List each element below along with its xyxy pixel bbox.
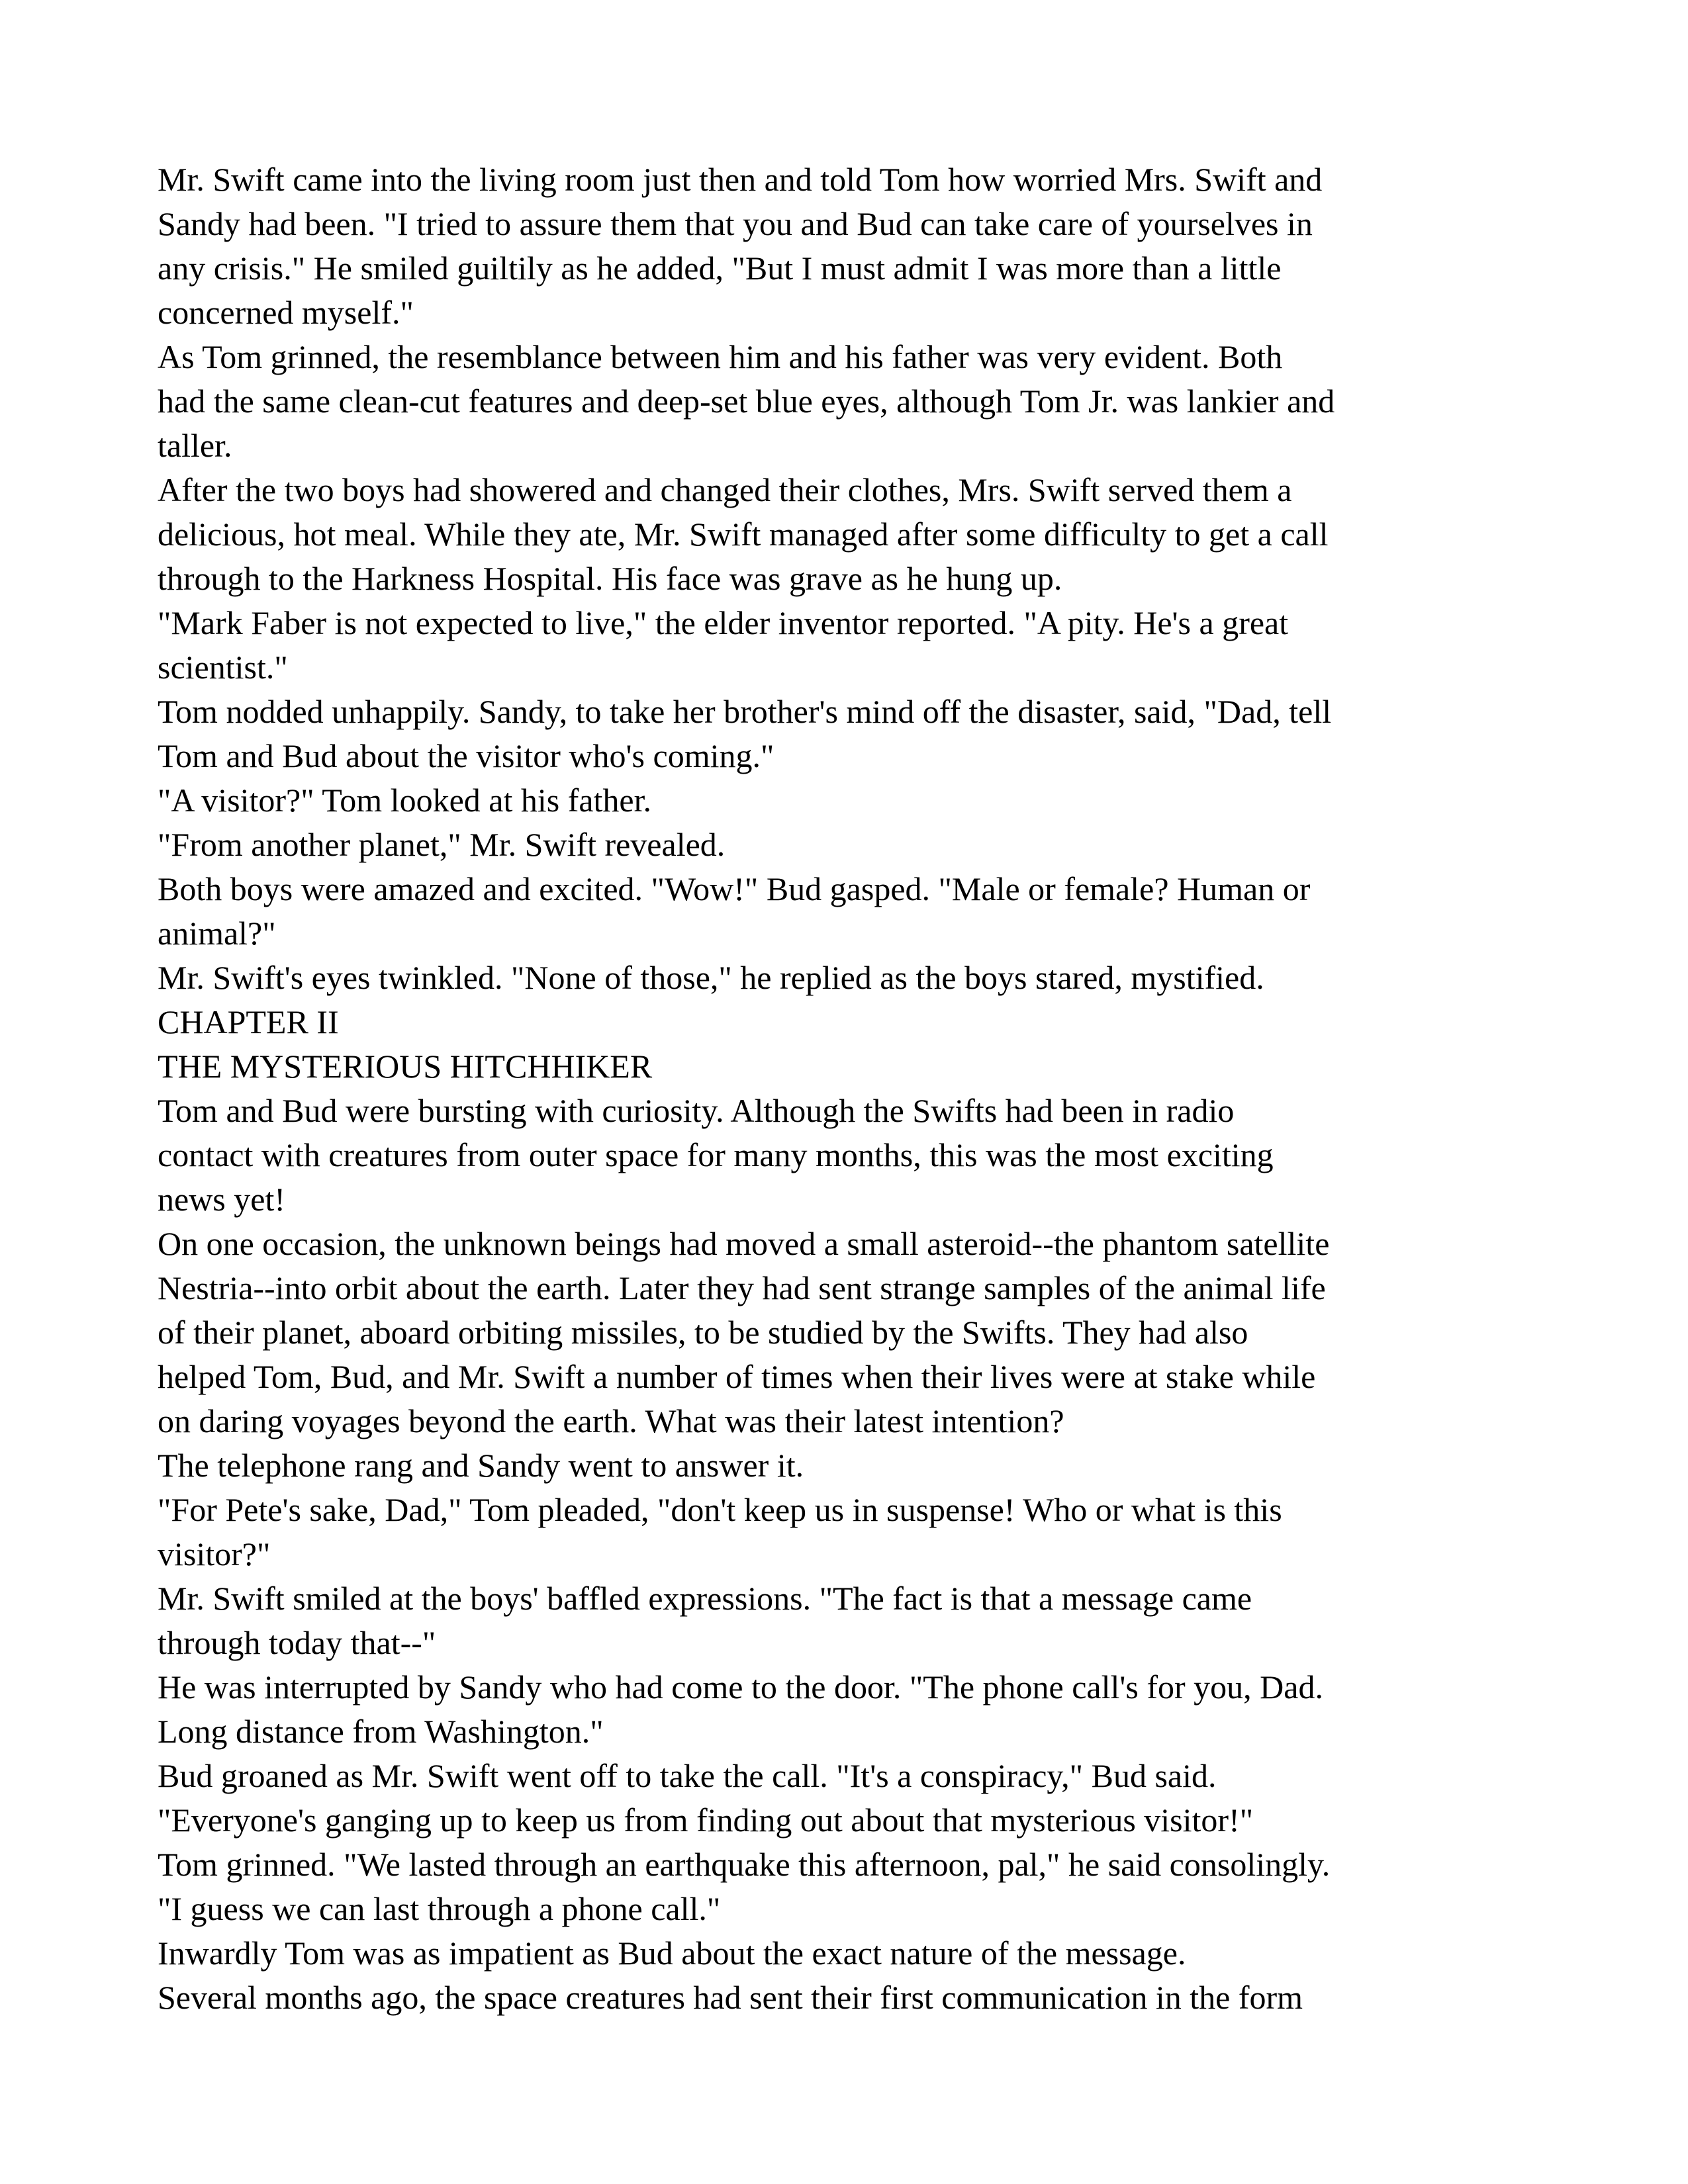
paragraph-1: Mr. Swift came into the living room just then and told Tom how worried Mrs. Swift and Sandy had been. "I tried to assure them that you and Bud can take care of yourselves in any crisis." He smiled guiltily as he added, "But I must admit I was more than a little concerned myself." [158, 161, 1323, 331]
paragraph-5: Tom nodded unhappily. Sandy, to take her brother's mind off the disaster, said, "Dad, tell Tom and Bud about the visitor who's coming." [158, 693, 1332, 774]
paragraph-7: "From another planet," Mr. Swift revealed. [158, 826, 726, 863]
paragraph-14: Mr. Swift smiled at the boys' baffled expressions. "The fact is that a message came through today that--" [158, 1580, 1252, 1661]
paragraph-15: He was interrupted by Sandy who had come to the door. "The phone call's for you, Dad. Long distance from Washington." [158, 1668, 1323, 1750]
paragraph-8: Both boys were amazed and excited. "Wow!" Bud gasped. "Male or female? Human or animal?" [158, 870, 1311, 952]
paragraph-4: "Mark Faber is not expected to live," the elder inventor reported. "A pity. He's a great scientist." [158, 604, 1289, 686]
paragraph-18: Inwardly Tom was as impatient as Bud about the exact nature of the message. [158, 1934, 1186, 1972]
paragraph-2: As Tom grinned, the resemblance between him and his father was very evident. Both had the same clean-cut features and deep-set blue eyes, although Tom Jr. was lankier and taller. [158, 338, 1335, 464]
paragraph-19: Several months ago, the space creatures had sent their first communication in the form [158, 1979, 1303, 2016]
paragraph-10: Tom and Bud were bursting with curiosity. Although the Swifts had been in radio contact with creatures from outer space for many months, this was the most exciting news yet! [158, 1092, 1274, 1218]
paragraph-11: On one occasion, the unknown beings had moved a small asteroid--the phantom satellite Nestria--into orbit about the earth. Later they had sent strange samples of the animal life of their planet, aboard orbiting missiles, to be studied by the Swifts. They had also helped Tom, Bud, and Mr. Swift a number of times when their lives were at stake while on daring voyages beyond the earth. What was their latest intention? [158, 1225, 1330, 1439]
paragraph-6: "A visitor?" Tom looked at his father. [158, 782, 652, 819]
paragraph-13: "For Pete's sake, Dad," Tom pleaded, "don't keep us in suspense! Who or what is this visitor?" [158, 1491, 1282, 1572]
document-page [158, 158, 1548, 2020]
paragraph-12: The telephone rang and Sandy went to answer it. [158, 1447, 804, 1484]
paragraph-9: Mr. Swift's eyes twinkled. "None of those," he replied as the boys stared, mystified. [158, 959, 1264, 996]
chapter-title: THE MYSTERIOUS HITCHHIKER [158, 1048, 653, 1085]
chapter-number: CHAPTER II [158, 1003, 339, 1040]
paragraph-16: Bud groaned as Mr. Swift went off to take the call. "It's a conspiracy," Bud said. "Everyone's ganging up to keep us from finding out about that mysterious visitor!" [158, 1757, 1254, 1839]
paragraph-3: After the two boys had showered and changed their clothes, Mrs. Swift served them a delicious, hot meal. While they ate, Mr. Swift managed after some difficulty to get a call through to the Harkness Hospital. His face was grave as he hung up. [158, 471, 1329, 597]
paragraph-17: Tom grinned. "We lasted through an earthquake this afternoon, pal," he said consolingly. "I guess we can last through a phone call." [158, 1846, 1331, 1927]
